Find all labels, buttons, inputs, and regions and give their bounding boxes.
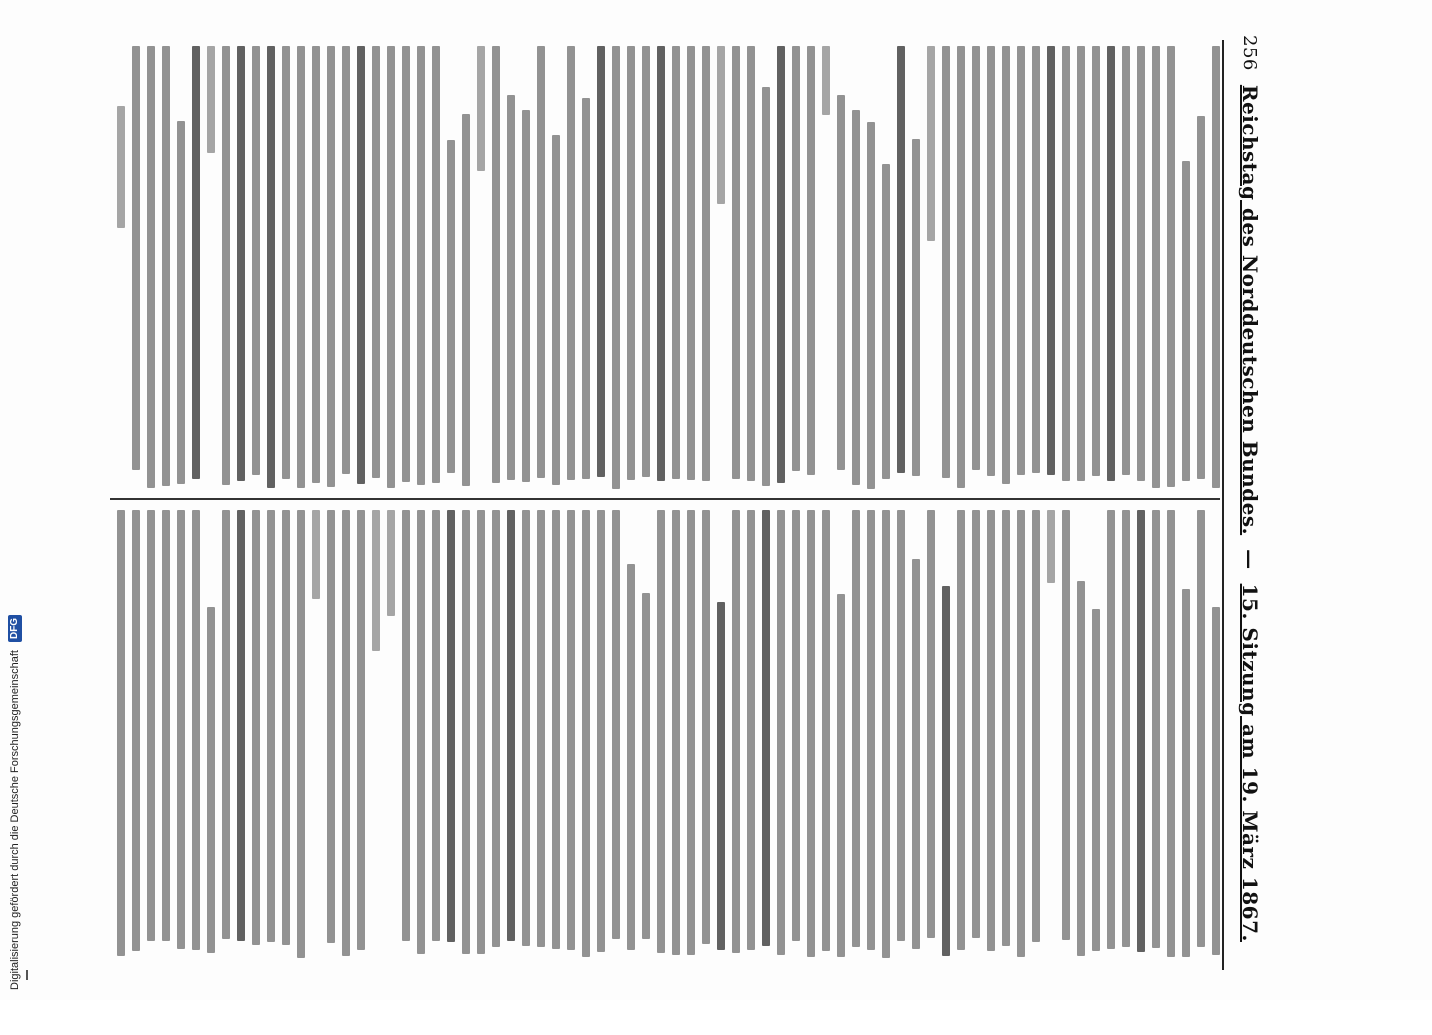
- text-line: [207, 607, 215, 953]
- text-line: [312, 46, 320, 483]
- text-line: [1077, 46, 1085, 481]
- text-line: [207, 46, 215, 153]
- text-line: [177, 121, 185, 484]
- text-line: [942, 586, 950, 955]
- text-line: [402, 46, 410, 482]
- text-line: [1122, 510, 1130, 947]
- text-line: [357, 46, 365, 484]
- text-line: [897, 46, 905, 473]
- text-line: [717, 46, 725, 204]
- text-line: [282, 46, 290, 479]
- funding-text: Digitalisierung gefördert durch die Deutsche Forschungsgemeinschaft: [9, 650, 21, 990]
- header-separator: —: [1238, 549, 1262, 570]
- text-line: [837, 95, 845, 470]
- text-line: [1017, 510, 1025, 957]
- text-line: [957, 510, 965, 950]
- text-line: [1092, 609, 1100, 951]
- text-line: [372, 510, 380, 651]
- text-line: [942, 46, 950, 478]
- text-line: [567, 46, 575, 480]
- text-line: [972, 510, 980, 938]
- text-line: [177, 510, 185, 949]
- text-line: [357, 510, 365, 950]
- text-line: [1212, 46, 1220, 488]
- text-line: [627, 564, 635, 951]
- text-line: [1182, 161, 1190, 481]
- text-line: [657, 46, 665, 481]
- text-line: [537, 46, 545, 478]
- text-line: [537, 510, 545, 947]
- text-line: [1062, 46, 1070, 481]
- text-line: [882, 510, 890, 958]
- text-line: [342, 46, 350, 474]
- text-line: [762, 87, 770, 486]
- text-line: [252, 46, 260, 475]
- text-line: [852, 510, 860, 947]
- text-line: [1212, 607, 1220, 956]
- dfg-logo: DFG: [8, 615, 22, 642]
- text-line: [267, 510, 275, 942]
- text-line: [1182, 589, 1190, 957]
- text-line: [582, 98, 590, 479]
- text-line: [402, 510, 410, 941]
- text-line: [237, 510, 245, 941]
- text-line: [1002, 46, 1010, 484]
- text-line: [117, 106, 125, 227]
- text-line: [117, 510, 125, 956]
- text-line: [162, 510, 170, 941]
- text-line: [1107, 46, 1115, 481]
- text-line: [447, 510, 455, 942]
- text-line: [612, 510, 620, 939]
- text-line: [297, 510, 305, 958]
- text-line: [1167, 46, 1175, 487]
- text-line: [702, 510, 710, 944]
- text-line: [792, 510, 800, 941]
- text-line: [957, 46, 965, 488]
- text-line: [867, 122, 875, 489]
- text-line: [912, 559, 920, 948]
- text-line: [672, 46, 680, 479]
- text-line: [447, 140, 455, 473]
- text-line: [852, 110, 860, 485]
- text-line: [882, 164, 890, 480]
- text-line: [732, 46, 740, 479]
- text-line: [252, 510, 260, 945]
- text-line: [972, 46, 980, 470]
- text-line: [417, 510, 425, 954]
- text-line: [1017, 46, 1025, 475]
- text-line: [822, 46, 830, 115]
- text-line: [807, 510, 815, 957]
- text-line: [192, 510, 200, 950]
- text-line: [432, 510, 440, 941]
- text-line: [1002, 510, 1010, 946]
- text-line: [987, 46, 995, 476]
- text-line: [1032, 46, 1040, 473]
- publication-title: Reichstag des Norddeutschen Bundes.: [1238, 84, 1262, 536]
- text-line: [762, 510, 770, 946]
- text-line: [1137, 510, 1145, 952]
- text-line: [657, 510, 665, 953]
- text-line: [582, 510, 590, 957]
- funding-notice: [6, 30, 24, 990]
- text-line: [927, 46, 935, 241]
- text-line: [1107, 510, 1115, 949]
- text-line: [192, 46, 200, 479]
- text-line: [702, 46, 710, 481]
- text-line: [777, 510, 785, 955]
- text-line: [1047, 510, 1055, 583]
- text-line: [387, 510, 395, 616]
- text-line: [747, 46, 755, 481]
- text-line: [837, 594, 845, 957]
- text-line: [1032, 510, 1040, 942]
- text-column-left: [110, 40, 1220, 495]
- text-line: [1092, 46, 1100, 476]
- text-line: [372, 46, 380, 478]
- text-line: [462, 510, 470, 954]
- text-line: [417, 46, 425, 485]
- text-line: [1152, 510, 1160, 948]
- text-line: [672, 510, 680, 955]
- text-line: [552, 135, 560, 486]
- text-line: [462, 114, 470, 485]
- scan-mark: [26, 970, 28, 980]
- text-line: [717, 602, 725, 950]
- text-line: [297, 46, 305, 488]
- text-line: [222, 46, 230, 485]
- text-line: [492, 510, 500, 947]
- text-line: [597, 46, 605, 477]
- text-line: [792, 46, 800, 471]
- text-line: [522, 510, 530, 946]
- text-line: [267, 46, 275, 488]
- text-line: [507, 510, 515, 941]
- text-line: [1197, 510, 1205, 947]
- text-line: [432, 46, 440, 483]
- text-line: [747, 510, 755, 950]
- text-line: [687, 510, 695, 955]
- text-line: [807, 46, 815, 475]
- session-date: 15. Sitzung am 19. März 1867.: [1238, 583, 1262, 942]
- text-line: [162, 46, 170, 486]
- text-line: [897, 510, 905, 941]
- text-line: [867, 510, 875, 950]
- text-line: [282, 510, 290, 945]
- text-line: [1152, 46, 1160, 488]
- text-line: [132, 510, 140, 951]
- text-line: [237, 46, 245, 481]
- text-line: [732, 510, 740, 953]
- text-line: [1197, 116, 1205, 479]
- page-number: 256: [1239, 35, 1261, 71]
- text-line: [477, 510, 485, 954]
- text-line: [912, 139, 920, 476]
- text-line: [822, 510, 830, 951]
- text-line: [147, 510, 155, 941]
- text-line: [552, 510, 560, 949]
- text-line: [522, 110, 530, 482]
- text-line: [642, 593, 650, 939]
- running-head: [1230, 35, 1270, 1035]
- text-line: [342, 510, 350, 956]
- header-rule: [1222, 40, 1224, 970]
- text-line: [147, 46, 155, 488]
- text-line: [597, 510, 605, 952]
- text-line: [777, 46, 785, 483]
- text-line: [627, 46, 635, 480]
- text-line: [927, 510, 935, 938]
- text-line: [327, 46, 335, 487]
- text-column-right: [110, 504, 1220, 964]
- text-line: [612, 46, 620, 489]
- text-line: [642, 46, 650, 477]
- text-line: [687, 46, 695, 480]
- text-line: [1137, 46, 1145, 481]
- text-line: [492, 46, 500, 483]
- text-line: [477, 46, 485, 171]
- text-line: [987, 510, 995, 951]
- text-line: [507, 95, 515, 480]
- text-line: [222, 510, 230, 939]
- text-line: [1122, 46, 1130, 475]
- text-line: [132, 46, 140, 470]
- text-line: [387, 46, 395, 488]
- text-line: [567, 510, 575, 950]
- column-divider: [110, 498, 1220, 500]
- text-line: [1167, 510, 1175, 957]
- text-line: [1077, 581, 1085, 956]
- text-line: [327, 510, 335, 943]
- text-line: [1062, 510, 1070, 940]
- text-line: [1047, 46, 1055, 475]
- text-line: [312, 510, 320, 599]
